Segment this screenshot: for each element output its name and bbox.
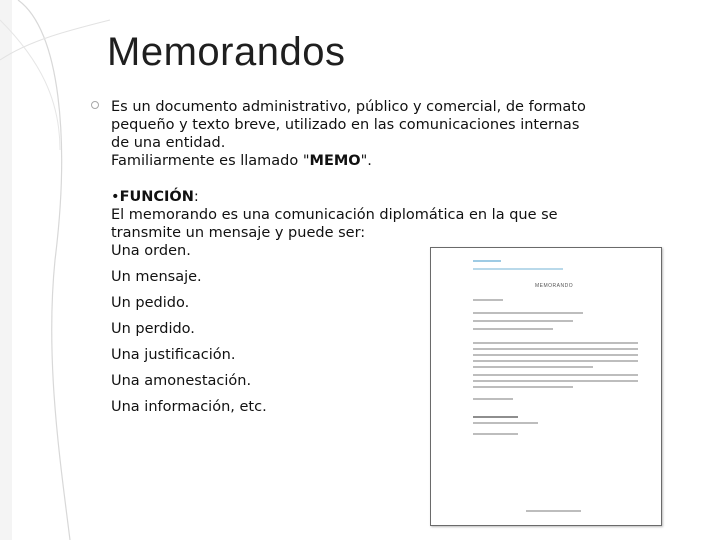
intro-line: pequeño y texto breve, utilizado en las comunicaciones internas bbox=[111, 117, 580, 133]
list-item: Un perdido. bbox=[111, 321, 195, 337]
list-item: Una información, etc. bbox=[111, 399, 267, 415]
intro-line: de una entidad. bbox=[111, 135, 226, 151]
funcion-line: transmite un mensaje y puede ser: bbox=[111, 225, 366, 241]
funcion-line: El memorando es una comunicación diplomática en la que se bbox=[111, 207, 558, 223]
memo-document-image bbox=[430, 247, 662, 526]
memo-bold: MEMO bbox=[309, 153, 361, 169]
bullet-circle-icon bbox=[91, 101, 99, 109]
memo-image-heading: MEMORANDO bbox=[535, 283, 574, 289]
intro-memo-line: Familiarmente es llamado "MEMO". bbox=[111, 153, 372, 169]
list-item: Una justificación. bbox=[111, 347, 236, 363]
funcion-heading: •FUNCIÓN: bbox=[111, 189, 199, 205]
slide-title: Memorandos bbox=[107, 30, 346, 74]
list-item: Una orden. bbox=[111, 243, 191, 259]
intro-line: Es un documento administrativo, público y comercial, de formato bbox=[111, 99, 586, 115]
list-item: Un pedido. bbox=[111, 295, 190, 311]
list-item: Una amonestación. bbox=[111, 373, 252, 389]
list-item: Un mensaje. bbox=[111, 269, 202, 285]
